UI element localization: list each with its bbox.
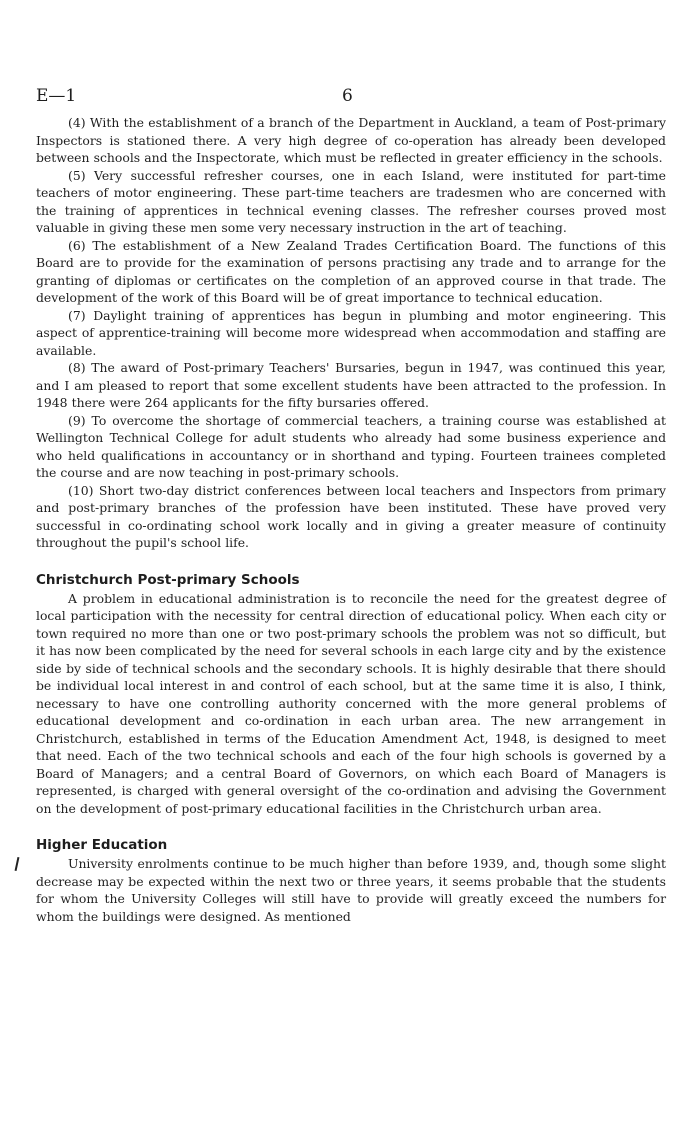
paragraph-9: (9) To overcome the shortage of commercial teachers, a training course was established at Wellington Technical College for adult students who already had some business experience and who held qualifications in accountancy or in shorthand and typing. Fourteen trainees completed the course and are now teaching in post-primary schools. [36, 412, 666, 480]
paragraph-5: (5) Very successful refresher courses, one in each Island, were instituted for part-time teachers of motor engineering. These part-time teachers are tradesmen who are concerned with the training of apprentices in technical evening classes. The refresher courses proved most valuable in giving these men some very necessary instruction in the art of teaching. [36, 167, 666, 235]
christchurch-paragraph: A problem in educational administration is to reconcile the need for the greatest degree of local participation with the necessity for central direction of educational policy. When each city or town required no more than one or two post-primary schools the problem was not so difficult, but it has now been complicated by the need for several schools in each large city and by the existence side by side of technical schools and the secondary schools. It is highly desirable that there should be individual local interest in and control of each school, but at the same time it is also, I think, necessary to have one controlling authority concerned with the more general problems of educational development and co-ordination in each urban area. The new arrangement in Christchurch, established in terms of the Education Amendment Act, 1948, is designed to meet that need. Each of the two technical schools and each of the four high schools is governed by a Board of Managers; and a central Board of Governors, on which each Board of Managers is represented, is charged with general oversight of the co-ordination and advising the Government on the development of post-primary educational facilities in the Christchurch urban area. [36, 590, 666, 816]
paragraph-7: (7) Daylight training of apprentices has begun in plumbing and motor engineering. This aspect of apprentice-training will become more widespread when accommodation and staffing are available. [36, 307, 666, 358]
section-heading-higher-education: Higher Education [36, 837, 168, 853]
page-header [36, 86, 666, 114]
paragraph-4: (4) With the establishment of a branch of the Department in Auckland, a team of Post-primary Inspectors is stationed there. A very high degree of co-operation has already been developed between schools and the Inspectorate, which must be reflected in greater efficiency in the schools. [36, 115, 666, 165]
margin-mark [15, 857, 20, 871]
paragraph-8: (8) The award of Post-primary Teachers' Bursaries, begun in 1947, was continued this year, and I am pleased to report that some excellent students have been attracted to the profession. In 1948 there were 264 applicants for the fifty bursaries offered. [36, 360, 666, 410]
page-number: 6 [342, 86, 353, 106]
paragraph-10: (10) Short two-day district conferences between local teachers and Inspectors from primary and post-primary branches of the profession have been instituted. These have proved very successful in co-ordinating school work locally and in giving a greater measure of continuity throughout the pupil's school life. [36, 482, 666, 550]
document-page [36, 86, 666, 925]
paragraph-6: (6) The establishment of a New Zealand Trades Certification Board. The functions of this Board are to provide for the examination of persons practising any trade and to arrange for the granting of diplomas or certificates on the completion of an approved course in that trade. The development of the work of this Board will be of great importance to technical education. [36, 237, 666, 305]
document-reference: E—1 [36, 86, 77, 106]
higher-education-paragraph: University enrolments continue to be much higher than before 1939, and, though some slight decrease may be expected within the next two or three years, it seems probable that the students for whom the University Colleges will still have to provide will greatly exceed the numbers for whom the buildings were designed. As mentioned [36, 856, 666, 924]
section-heading-christchurch: Christchurch Post-primary Schools [36, 571, 300, 588]
